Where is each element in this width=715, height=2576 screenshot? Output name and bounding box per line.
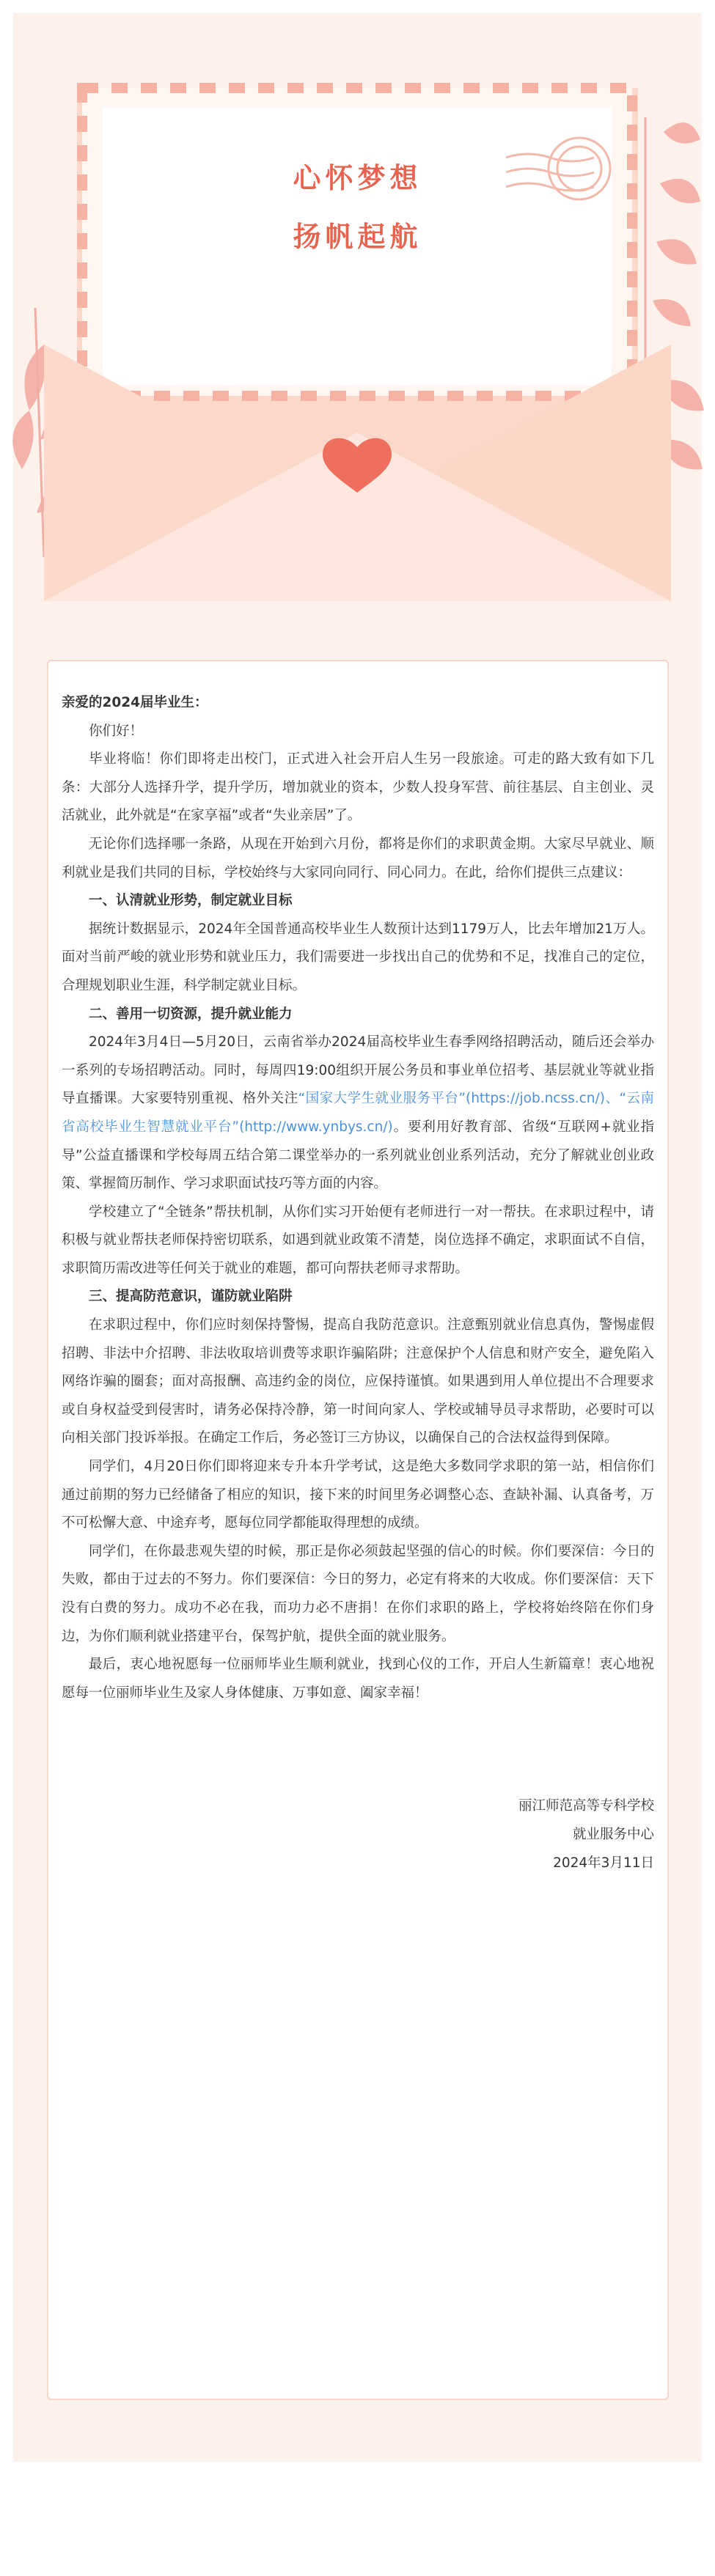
paragraph-4-text-a: 2024年3月4日—5月20日，云南省举办2024届高校毕业生春季网络招聘活动，随后还会举办一系列的专场招聘活动。同时，每周四19:00组织开展公务员和事业单位招考、基层就业等就业指导直播课。大家要特别重视、格外关注 xyxy=(62,1034,654,1107)
paragraph-5: 学校建立了“全链条”帮扶机制，从你们实习开始便有老师进行一对一帮扶。在求职过程中，请积极与就业帮扶老师保持密切联系，如遇到就业政策不清楚，岗位选择不确定，求职面试不自信，求职简历需改进等任何关于就业的难题，都可向帮扶老师寻求帮助。 xyxy=(62,1204,654,1276)
spacer xyxy=(62,1707,654,1792)
headline-line-1: 心怀梦想 xyxy=(293,162,422,194)
paragraph-4 xyxy=(62,1028,654,1199)
letter-body xyxy=(62,689,654,1877)
section-heading-2: 二、善用一切资源，提升就业能力 xyxy=(89,1006,293,1022)
paragraph-7: 同学们，4月20日你们即将迎来专升本升学考试，这是绝大多数同学求职的第一站，相信你们通过前期的努力已经储备了相应的知识，接下来的时间里务必调整心态、查缺补漏、认真备考，万不可松懈大意、中途弃考，愿每位同学都能取得理想的成绩。 xyxy=(62,1459,654,1531)
section-heading-3: 三、提高防范意识，谨防就业陷阱 xyxy=(89,1289,293,1305)
headline-line-2: 扬帆起航 xyxy=(293,221,422,253)
salutation: 亲爱的2024届毕业生： xyxy=(62,695,208,710)
hero-banner xyxy=(0,0,715,645)
signature-department: 就业服务中心 xyxy=(572,1826,654,1842)
paragraph-6: 在求职过程中，你们应时刻保持警惕，提高自我防范意识。注意甄别就业信息真伪，警惕虚假招聘、非法中介招聘、非法收取培训费等求职诈骗陷阱；注意保护个人信息和财产安全，避免陷入网络诈骗的圈套；面对高报酬、高违约金的岗位，应保持谨慎。如果遇到用人单位提出不合理要求或自身权益受到侵害时，请务必保持冷静，第一时间向家人、学校或辅导员寻求帮助，必要时可以向相关部门投诉举报。在确定工作后，务必签订三方协议，以确保自己的合法权益得到保障。 xyxy=(62,1317,654,1446)
paragraph-9: 最后，衷心地祝愿每一位丽师毕业生顺利就业，找到心仪的工作，开启人生新篇章！衷心地祝愿每一位丽师毕业生及家人身体健康、万事如意、阖家幸福！ xyxy=(62,1657,654,1701)
paragraph-8: 同学们，在你最悲观失望的时候，那正是你必须鼓起坚强的信心的时候。你们要深信：今日的失败，都由于过去的不努力。你们要深信：今日的努力，必定有将来的大收成。你们要深信：天下没有白费的努力。成功不必在我，而功力必不唐捐！在你们求职的路上，学校将始终陪在你们身边，为你们顺利就业搭建平台，保驾护航，提供全面的就业服务。 xyxy=(62,1543,654,1644)
greeting: 你们好！ xyxy=(89,723,144,739)
paragraph-2: 无论你们选择哪一条路，从现在开始到六月份，都将是你们的求职黄金期。大家尽早就业、顺利就业是我们共同的目标，学校始终与大家同向同行、同心同力。在此，给你们提供三点建议： xyxy=(62,836,654,880)
section-heading-1: 一、认清就业形势，制定就业目标 xyxy=(89,893,293,909)
paragraph-3: 据统计数据显示，2024年全国普通高校毕业生人数预计达到1179万人，比去年增加21万人。面对当前严峻的就业形势和就业压力，我们需要进一步找出自己的优势和不足，找准自己的定位，合理规划职业生涯，科学制定就业目标。 xyxy=(62,921,654,993)
envelope-illustration xyxy=(0,0,715,645)
platform-links[interactable]: “国家大学生就业服务平台”(https://job.ncss.cn/)、“云南省高校毕业生智慧就业平台”(http://www.ynbys.cn/) xyxy=(62,1091,654,1135)
paragraph-4-text-b: 。要利用好教育部、省级“互联网+就业指导”公益直播课和学校每周五结合第二课堂举办的一系列就业创业系列活动，充分了解就业创业政策、掌握简历制作、学习求职面试技巧等方面的内容。 xyxy=(62,1119,654,1192)
signature-school: 丽江师范高等专科学校 xyxy=(518,1798,654,1814)
signature-date: 2024年3月11日 xyxy=(553,1855,654,1871)
paragraph-intro: 毕业将临！你们即将走出校门，正式进入社会开启人生另一段旅途。可走的路大致有如下几条：大部分人选择升学，提升学历，增加就业的资本，少数人投身军营、前往基层、自主创业、灵活就业，此外就是“在家享福”或者“失业亲居”了。 xyxy=(62,751,654,824)
